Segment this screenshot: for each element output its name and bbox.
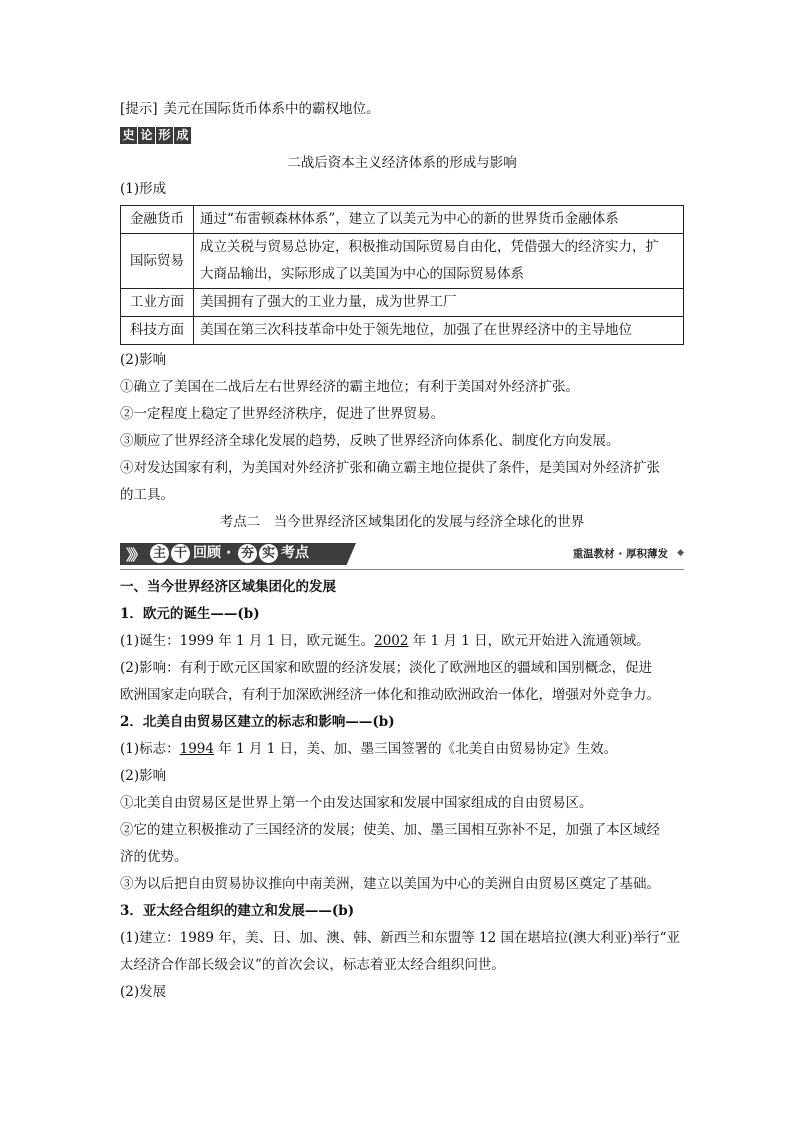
impact-item: ①确立了美国在二战后左右世界经济的霸主地位；有利于美国对外经济扩张。 (120, 379, 579, 395)
paragraph-line: 济的优势。 (120, 849, 188, 865)
hint-line (120, 96, 684, 123)
row-header: 金融货币 (121, 206, 194, 234)
diamond-icon: ◆ (677, 548, 684, 558)
formation-heading: (1)形成 (120, 181, 167, 197)
review-banner (120, 541, 684, 570)
topic-title: 2．北美自由贸易区建立的标志和影响——(b) (120, 714, 395, 730)
table-row (121, 289, 684, 317)
underlined-year: 1994 (179, 741, 214, 757)
row-content: 通过“布雷顿森林体系”，建立了以美元为中心的新的世界货币金融体系 (194, 206, 684, 234)
section-heading: 一、当今世界经济区域集团化的发展 (120, 579, 336, 595)
paragraph-line: (1)建立：1989 年，美、日、加、澳、韩、新西兰和东盟等 12 国在堪培拉(澳大利亚)举行“亚 (120, 930, 680, 946)
banner-text: 回顾 (193, 545, 221, 561)
hint-tag: [提示] (120, 101, 158, 117)
row-content: 美国拥有了强大的工业力量，成为世界工厂 (194, 289, 684, 317)
paragraph-line: ②它的建立积极推动了三国经济的发展；使美、加、墨三国相互弥补不足，加强了本区域经 (120, 822, 660, 838)
impact-heading: (2)影响 (120, 352, 167, 368)
row-content: 美国在第三次科技革命中处于领先地位，加强了在世界经济中的主导地位 (194, 317, 684, 345)
document-page (120, 96, 684, 1006)
topic-title: 3．亚太经合组织的建立和发展——(b) (120, 903, 355, 919)
impact-item: ②一定程度上稳定了世界经济秩序，促进了世界贸易。 (120, 406, 444, 422)
banner-slogan: 重温教材 · 厚积薄发 (572, 548, 668, 560)
topic-title: 1．欧元的诞生——(b) (120, 606, 260, 622)
chevron-icon: 》》 (126, 546, 143, 564)
table-row (121, 317, 684, 345)
row-header: 工业方面 (121, 289, 194, 317)
banner-circle-char: 实 (259, 544, 278, 563)
hint-text: 美元在国际货币体系中的霸权地位。 (163, 101, 380, 117)
row-header: 国际贸易 (121, 234, 194, 289)
paragraph-line: (2)发展 (120, 984, 167, 1000)
paragraph-line: (1)诞生：1999 年 1 月 1 日，欧元诞生。2002 年 1 月 1 日，欧元开始进入流通领域。 (120, 633, 650, 649)
banner-circle-char: 主 (150, 544, 169, 563)
table-row (121, 234, 684, 289)
section-box-label (120, 127, 684, 144)
paragraph-line: ③为以后把自由贸易协议推向中南美洲，建立以美国为中心的美洲自由贸易区奠定了基础。 (120, 876, 660, 892)
impact-item: 的工具。 (120, 487, 174, 503)
box-char: 论 (138, 127, 155, 144)
underlined-year: 2002 (374, 633, 409, 649)
table-row (121, 206, 684, 234)
paragraph-line: 欧洲国家走向联合，有利于加深欧洲经济一体化和推动欧洲政治一体化，增强对外竞争力。 (120, 687, 660, 703)
banner-circle-char: 夯 (238, 544, 257, 563)
box-char: 形 (156, 127, 173, 144)
banner-circle-char: 干 (171, 544, 190, 563)
paragraph-line: (1)标志：1994 年 1 月 1 日，美、加、墨三国签署的《北美自由贸易协定》生效。 (120, 741, 618, 757)
subsection-title: 二战后资本主义经济体系的形成与影响 (287, 155, 517, 171)
paragraph-line: (2)影响 (120, 768, 167, 784)
banner-text: 考点 (281, 545, 309, 561)
banner-dot: · (226, 545, 232, 561)
row-header: 科技方面 (121, 317, 194, 345)
paragraph-line: (2)影响：有利于欧元区国家和欧盟的经济发展；淡化了欧洲地区的疆域和国别概念，促进 (120, 660, 653, 676)
row-content: 成立关税与贸易总协定，积极推动国际贸易自由化，凭借强大的经济实力，扩 大商品输出，实际形成了以美国为中心的国际贸易体系 (194, 234, 684, 289)
paragraph-line: ①北美自由贸易区是世界上第一个由发达国家和发展中国家组成的自由贸易区。 (120, 795, 593, 811)
impact-item: ④对发达国家有利，为美国对外经济扩张和确立霸主地位提供了条件，是美国对外经济扩张 (120, 460, 660, 476)
exam-point-title: 考点二 当今世界经济区域集团化的发展与经济全球化的世界 (219, 514, 585, 530)
box-char: 成 (174, 127, 191, 144)
impact-item: ③顺应了世界经济全球化发展的趋势，反映了世界经济向体系化、制度化方向发展。 (120, 433, 620, 449)
box-char: 史 (120, 127, 137, 144)
paragraph-line: 太经济合作部长级会议”的首次会议，标志着亚太经合组织问世。 (120, 957, 505, 973)
formation-table (120, 205, 684, 345)
